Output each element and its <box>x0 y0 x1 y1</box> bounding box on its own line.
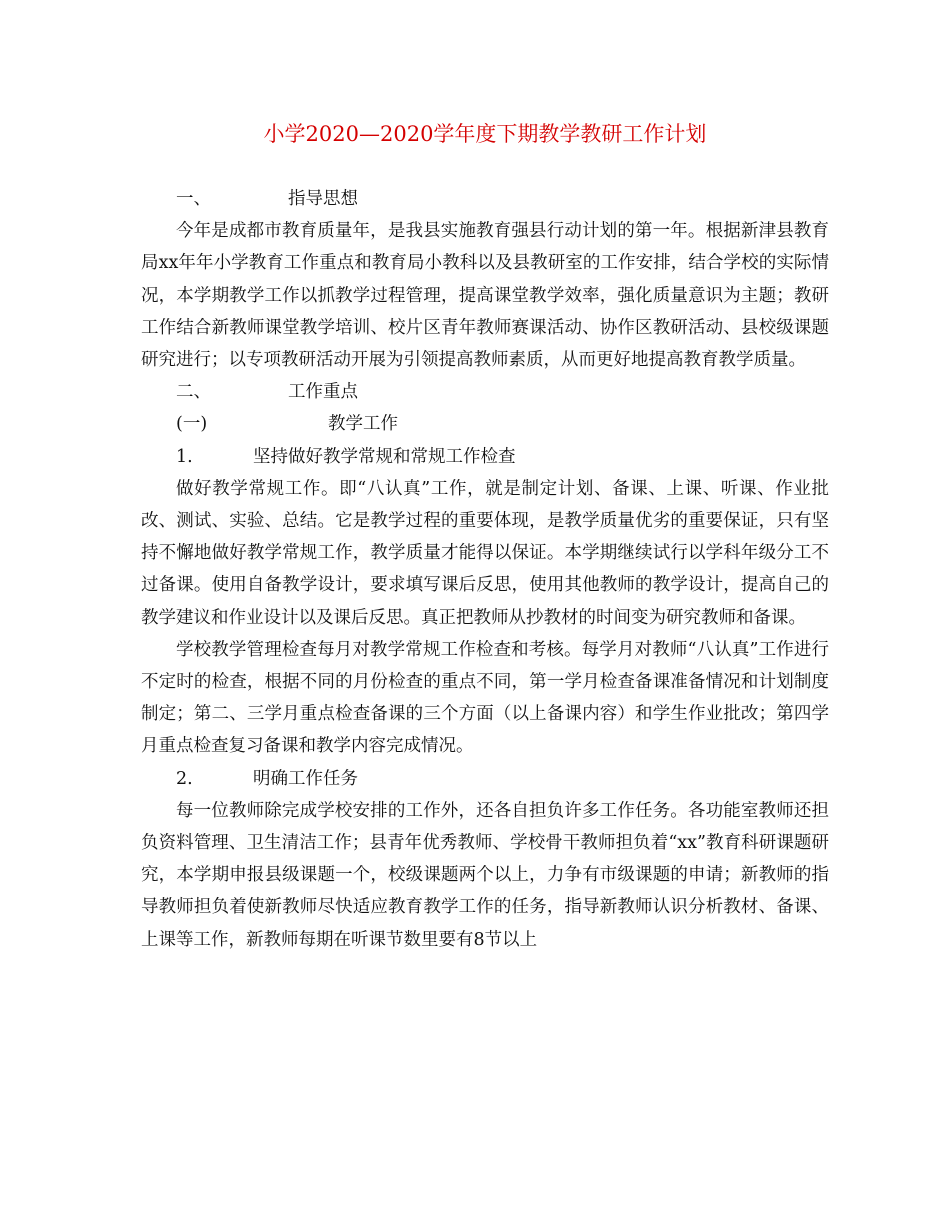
item-number: 1. <box>176 446 193 467</box>
document-body <box>141 118 829 956</box>
subsection-heading-1 <box>141 408 829 440</box>
paragraph: 做好教学常规工作。即“八认真”工作，就是制定计划、备课、上课、听课、作业批改、测试、实验、总结。它是教学过程的重要体现，是教学质量优劣的重要保证，只有坚持不懈地做好教学常规工作，教学质量才能得以保证。本学期继续试行以学科年级分工不过备课。使用自备教学设计，要求填写课后反思，使用其他教师的教学设计，提高自己的教学建议和作业设计以及课后反思。真正把教师从抄教材的时间变为研究教师和备课。 <box>141 478 829 628</box>
paragraph: 学校教学管理检查每月对教学常规工作检查和考核。每学月对教师“八认真”工作进行不定时的检查，根据不同的月份检查的重点不同，第一学月检查备课准备情况和计划制度制定；第二、三学月重点检查备课的三个方面（以上备课内容）和学生作业批改；第四学月重点检查复习备课和教学内容完成情况。 <box>141 639 829 757</box>
section-heading-2 <box>141 376 829 408</box>
paragraph: 每一位教师除完成学校安排的工作外，还各自担负许多工作任务。各功能室教师还担负资料管理、卫生清洁工作；县青年优秀教师、学校骨干教师担负着“xx”教育科研课题研究，本学期申报县级课题一个，校级课题两个以上，力争有市级课题的申请；新教师的指导教师担负着使新教师尽快适应教育教学工作的任务，指导新教师认识分析教材、备课、上课等工作，新教师每期在听课节数里要有8节以上 <box>141 800 829 950</box>
item-heading-text: 坚持做好教学常规和常规工作检查 <box>253 446 516 467</box>
section-heading-text: 指导思想 <box>288 189 358 209</box>
section-number: 一、 <box>176 189 211 209</box>
section-heading-text: 工作重点 <box>288 382 358 403</box>
subsection-number: (一) <box>176 414 208 435</box>
item-number: 2. <box>176 768 193 789</box>
subsection-heading-text: 教学工作 <box>328 414 398 435</box>
document-title: 小学2020—2020学年度下期教学教研工作计划 <box>263 122 707 146</box>
section-heading-1 <box>141 183 829 215</box>
paragraph: 今年是成都市教育质量年，是我县实施教育强县行动计划的第一年。根据新津县教育局xx年年小学教育工作重点和教育局小教科以及县教研室的工作安排，结合学校的实际情况，本学期教学工作以抓教学过程管理，提高课堂教学效率，强化质量意识为主题；教研工作结合新教师课堂教学培训、校片区青年教师赛课活动、协作区教研活动、县校级课题研究进行；以专项教研活动开展为引领提高教师素质，从而更好地提高教育教学质量。 <box>141 221 829 371</box>
item-heading-text: 明确工作任务 <box>253 768 358 789</box>
item-heading-2 <box>141 763 829 795</box>
section-number: 二、 <box>176 382 211 403</box>
item-heading-1 <box>141 441 829 473</box>
